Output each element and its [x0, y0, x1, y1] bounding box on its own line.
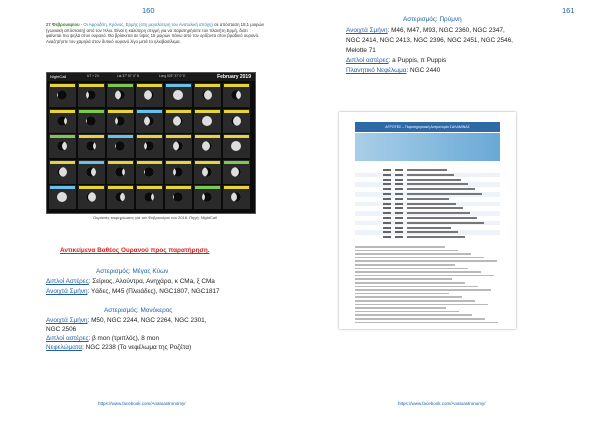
page-number: 160: [142, 6, 155, 15]
document-text-line: [355, 264, 455, 266]
moon-phase-icon: [144, 116, 154, 126]
moon-phase-icon: [173, 116, 183, 126]
calendar-day-bar: [195, 84, 220, 87]
document-table-cell: [395, 222, 403, 224]
double-stars-link[interactable]: Διπλοί Αστέρες: [46, 278, 89, 285]
document-table-cell: [407, 198, 449, 200]
double-stars-value: : β mon (τριπλός), 8 mon: [88, 335, 160, 342]
calendar-day-cell: [165, 185, 192, 209]
document-table-cell: [407, 203, 456, 205]
moon-phase-icon: [144, 167, 154, 177]
calendar-day-cell: [78, 109, 105, 133]
calendar-day-bar: [50, 161, 75, 164]
document-text-line: [355, 318, 485, 320]
open-clusters-value: : M50, NGC 2244, NGC 2264, NGC 2301,: [87, 317, 207, 324]
planetary-nebula-link[interactable]: Πλανητικό Νεφέλωμα: [346, 67, 407, 74]
moon-phase-icon: [57, 116, 67, 126]
double-stars-value: : Σείριος, Αλούντρα, Ανηχάρα, κ CMa, ξ CMa: [88, 278, 215, 285]
calendar-day-cell: [223, 185, 250, 209]
document-table-cell: [395, 193, 403, 195]
page-number: 161: [562, 6, 575, 15]
document-table-cell: [407, 212, 470, 214]
moon-phase-icon: [86, 167, 96, 177]
const2-nebula-row: [46, 343, 191, 353]
moon-phase-icon: [86, 192, 96, 202]
document-text-line: [355, 250, 458, 252]
footer-facebook-link[interactable]: https://www.facebook.com/Anatoastronomy/: [98, 401, 186, 406]
document-text-line: [355, 275, 494, 277]
moon-phase-icon: [115, 167, 125, 177]
document-text-line: [355, 246, 445, 248]
document-table-cell: [383, 169, 391, 171]
puppis-open-row-cont2: Melotte 71: [346, 47, 376, 54]
calendar-day-cell: [78, 83, 105, 107]
calendar-day-cell: [194, 83, 221, 107]
calendar-day-bar: [195, 110, 220, 113]
calendar-timezone: UT + 2 h: [87, 74, 100, 78]
document-banner-graphic: [355, 133, 500, 161]
document-table-cell: [383, 227, 391, 229]
const1-double-row: [46, 277, 215, 287]
constellation-name-puppis: Αστερισμός: Πρύμνη: [403, 16, 462, 23]
moon-phase-icon: [173, 90, 183, 100]
calendar-day-bar: [224, 161, 249, 164]
document-table-cell: [383, 179, 391, 181]
document-table-cell: [395, 207, 403, 209]
intro-highlight: Οι Αφροδίτη, Κρόνος, Ερμής (στη μεγαλύτερη του Ανατολική απόχη): [83, 22, 213, 27]
calendar-day-cell: [49, 83, 76, 107]
calendar-longitude: Long 023° 37' 0" E: [159, 74, 186, 78]
moon-phase-icon: [86, 116, 96, 126]
document-table-cell: [395, 236, 403, 238]
document-text-line: [355, 296, 462, 298]
calendar-day-bar: [195, 186, 220, 189]
document-text-line: [355, 282, 465, 284]
calendar-day-bar: [166, 161, 191, 164]
nebulae-value: : NGC 2238 (Το νεφέλωμα της Ροζέτα): [82, 344, 192, 351]
document-table-cell: [383, 236, 391, 238]
document-text-line: [355, 322, 498, 324]
double-stars-link[interactable]: Διπλοί αστέρες: [346, 57, 389, 64]
moon-phase-icon: [115, 141, 125, 151]
moon-phase-icon: [231, 192, 241, 202]
document-table-cell: [383, 183, 391, 185]
moon-phase-icon: [173, 192, 183, 202]
calendar-day-cell: [136, 83, 163, 107]
document-table-cell: [395, 212, 403, 214]
moon-phase-icon: [57, 167, 67, 177]
document-text-line: [355, 260, 497, 262]
document-text-line: [355, 257, 484, 259]
document-text-line: [355, 307, 446, 309]
calendar-day-cell: [194, 134, 221, 158]
document-table-cell: [407, 222, 484, 224]
calendar-day-bar: [166, 135, 191, 138]
calendar-day-bar: [50, 135, 75, 138]
calendar-day-bar: [50, 84, 75, 87]
calendar-day-bar: [108, 186, 133, 189]
calendar-day-cell: [78, 160, 105, 184]
moon-phase-icon: [57, 192, 67, 202]
moon-phase-icon: [202, 167, 212, 177]
puppis-open-row: [346, 26, 505, 36]
calendar-day-cell: [49, 160, 76, 184]
calendar-day-bar: [224, 135, 249, 138]
open-clusters-link[interactable]: Ανοιχτά Σμήνη: [46, 317, 88, 324]
document-table-cell: [383, 222, 391, 224]
document-table-cell: [407, 193, 482, 195]
calendar-latitude: Lat 37° 57' 0" N: [117, 74, 140, 78]
document-table-cell: [407, 174, 454, 176]
document-table-cell: [383, 217, 391, 219]
calendar-header: [47, 73, 255, 81]
document-table-cell: [395, 179, 403, 181]
moon-phase-icon: [231, 141, 241, 151]
calendar-day-bar: [166, 84, 191, 87]
const1-open-row: [46, 287, 220, 297]
intro-date: 27 Φεβρουαρίου: [46, 22, 80, 27]
document-table-cell: [407, 183, 468, 185]
calendar-day-cell: [165, 134, 192, 158]
double-stars-link[interactable]: Διπλοί αστέρες: [46, 335, 89, 342]
document-table-cell: [407, 207, 463, 209]
calendar-day-cell: [194, 109, 221, 133]
calendar-day-cell: [49, 134, 76, 158]
calendar-day-bar: [79, 135, 104, 138]
document-table-cell: [395, 183, 403, 185]
calendar-day-cell: [107, 109, 134, 133]
calendar-day-cell: [165, 109, 192, 133]
document-table-cell: [395, 198, 403, 200]
calendar-day-cell: [194, 185, 221, 209]
document-table-cell: [407, 227, 451, 229]
moon-phase-icon: [231, 90, 241, 100]
calendar-day-cell: [223, 109, 250, 133]
document-text-line: [355, 293, 449, 295]
calendar-day-cell: [107, 185, 134, 209]
calendar-day-bar: [137, 110, 162, 113]
calendar-day-bar: [50, 186, 75, 189]
constellation-name-2: Αστερισμός: Μονόκερος: [104, 307, 173, 314]
document-text-line: [355, 300, 475, 302]
calendar-day-cell: [136, 109, 163, 133]
document-table-row: [355, 235, 500, 240]
moon-phase-icon: [57, 90, 67, 100]
document-table-cell: [407, 217, 477, 219]
section-heading: Αντικείμενα Βαθέος Ουρανού προς παρατήρηση.: [60, 247, 210, 254]
calendar-day-cell: [165, 160, 192, 184]
moon-phase-icon: [231, 116, 241, 126]
calendar-app-name: NightCall: [50, 74, 67, 79]
document-text-line: [355, 253, 471, 255]
puppis-open-row-cont: NGC 2414, NGC 2413, NGC 2396, NGC 2451, NGC 2546,: [346, 37, 513, 44]
calendar-day-bar: [108, 135, 133, 138]
footer-facebook-link[interactable]: https://www.facebook.com/Anatoastronomy/: [398, 401, 486, 406]
document-table-cell: [383, 203, 391, 205]
moon-phase-icon: [202, 192, 212, 202]
calendar-day-bar: [166, 186, 191, 189]
document-table-cell: [407, 179, 461, 181]
moon-phase-icon: [202, 116, 212, 126]
document-table-cell: [395, 188, 403, 190]
calendar-day-cell: [78, 134, 105, 158]
calendar-day-bar: [108, 161, 133, 164]
puppis-pn-row: [346, 66, 440, 76]
calendar-day-cell: [165, 83, 192, 107]
calendar-day-cell: [136, 160, 163, 184]
document-table-cell: [395, 169, 403, 171]
document-text-line: [355, 278, 452, 280]
document-table-cell: [383, 193, 391, 195]
moon-phase-icon: [86, 90, 96, 100]
document-table-cell: [395, 217, 403, 219]
planetary-nebula-value: : NGC 2440: [406, 67, 441, 74]
calendar-month: February 2019: [217, 73, 251, 80]
calendar-day-cell: [78, 185, 105, 209]
calendar-day-bar: [50, 110, 75, 113]
open-clusters-value: : Υάδες, M45 (Πλειάδες), NGC1807, NGC1817: [87, 288, 220, 295]
document-table-cell: [395, 174, 403, 176]
calendar-day-bar: [79, 161, 104, 164]
document-text-line: [355, 304, 488, 306]
document-text-line: [355, 268, 468, 270]
moon-phase-icon: [115, 116, 125, 126]
calendar-day-cell: [136, 134, 163, 158]
calendar-day-bar: [195, 135, 220, 138]
document-table-cell: [407, 231, 458, 233]
event-schedule-document-image: [339, 112, 516, 329]
intro-text: σε απόσταση 18,1 μοιρών (γωνιακή απόσταση) από τον Ήλιο. Είναι η καλύτερη στιγμή για να παρατηρήσετε τον πλανήτη Ερμή, διότι φαίνεται πιο ψηλά στον ουρανό. Θα βρίσκεται σε ύψος 15 μοιρών πάνω από τον ορίζοντα στον βραδινό ουρανό. Αναζητήστε τον χαμηλά στον δυτικό ουρανό λίγο μετά το ηλιοβασίλεμα.: [46, 22, 265, 44]
document-text-line: [355, 314, 472, 316]
calendar-day-bar: [166, 110, 191, 113]
moon-phase-icon: [144, 141, 154, 151]
moon-phase-icon: [173, 141, 183, 151]
document-table-cell: [395, 231, 403, 233]
moon-phase-icon: [202, 141, 212, 151]
calendar-day-cell: [136, 185, 163, 209]
document-table-cell: [383, 174, 391, 176]
document-table-cell: [383, 207, 391, 209]
open-clusters-value: : M46, M47, M93, NGC 2360, NGC 2347,: [387, 27, 505, 34]
moon-phase-icon: [202, 90, 212, 100]
calendar-day-bar: [137, 84, 162, 87]
document-text-line: [355, 271, 481, 273]
document-table-cell: [383, 231, 391, 233]
intro-paragraph: [46, 22, 264, 44]
document-table-cell: [383, 212, 391, 214]
calendar-day-bar: [108, 84, 133, 87]
moon-phase-icon: [86, 141, 96, 151]
calendar-day-bar: [224, 110, 249, 113]
moon-phase-icon: [115, 90, 125, 100]
moon-phase-icon: [144, 90, 154, 100]
document-table-cell: [395, 203, 403, 205]
calendar-day-bar: [79, 186, 104, 189]
calendar-day-bar: [79, 84, 104, 87]
document-table-cell: [395, 227, 403, 229]
document-table-cell: [383, 188, 391, 190]
calendar-day-bar: [224, 186, 249, 189]
moon-phase-icon: [144, 192, 154, 202]
document-text-line: [355, 311, 459, 313]
document-table-cell: [407, 188, 475, 190]
calendar-day-cell: [49, 185, 76, 209]
moon-phase-icon: [231, 167, 241, 177]
calendar-caption: Ουράνιες τεκμηρίωσεις για τον Φεβρουάριο του 2018. Πηγή: NightCall: [93, 215, 217, 220]
document-table-cell: [407, 236, 465, 238]
intro-dash: -: [79, 22, 84, 27]
document-table-cell: [407, 169, 447, 171]
puppis-double-row: [346, 56, 446, 66]
document-banner: ΑΓΡΟΤΕΣ – Παρατηρησιακή Αστρονομία ΣΑΛΑΜΙΝΑΣ: [355, 122, 500, 132]
calendar-grid: [49, 83, 253, 211]
calendar-day-bar: [137, 161, 162, 164]
calendar-day-bar: [195, 161, 220, 164]
calendar-day-cell: [223, 160, 250, 184]
calendar-day-cell: [49, 109, 76, 133]
document-table-cell: [383, 198, 391, 200]
nebulae-link[interactable]: Νεφελώματα: [46, 344, 83, 351]
moon-phase-icon: [57, 141, 67, 151]
moon-phase-icon: [173, 167, 183, 177]
calendar-day-cell: [194, 160, 221, 184]
const2-open-row-cont: NGC 2506: [46, 326, 77, 333]
calendar-day-bar: [108, 110, 133, 113]
constellation-name-1: Αστερισμός: Μέγας Κύων: [96, 268, 169, 275]
document-text-line: [355, 286, 478, 288]
calendar-day-bar: [79, 110, 104, 113]
double-stars-value: : a Puppis, π Puppis: [388, 57, 447, 64]
calendar-day-bar: [137, 186, 162, 189]
calendar-day-cell: [107, 83, 134, 107]
calendar-day-cell: [107, 134, 134, 158]
calendar-day-bar: [224, 84, 249, 87]
moon-calendar-image: [46, 72, 256, 214]
open-clusters-link[interactable]: Ανοιχτά Σμήνη: [346, 27, 388, 34]
open-clusters-link[interactable]: Ανοιχτά Σμήνη: [46, 288, 88, 295]
moon-phase-icon: [115, 192, 125, 202]
calendar-day-cell: [223, 83, 250, 107]
calendar-day-bar: [137, 135, 162, 138]
document-text-line: [355, 289, 491, 291]
calendar-day-cell: [107, 160, 134, 184]
calendar-day-cell: [223, 134, 250, 158]
